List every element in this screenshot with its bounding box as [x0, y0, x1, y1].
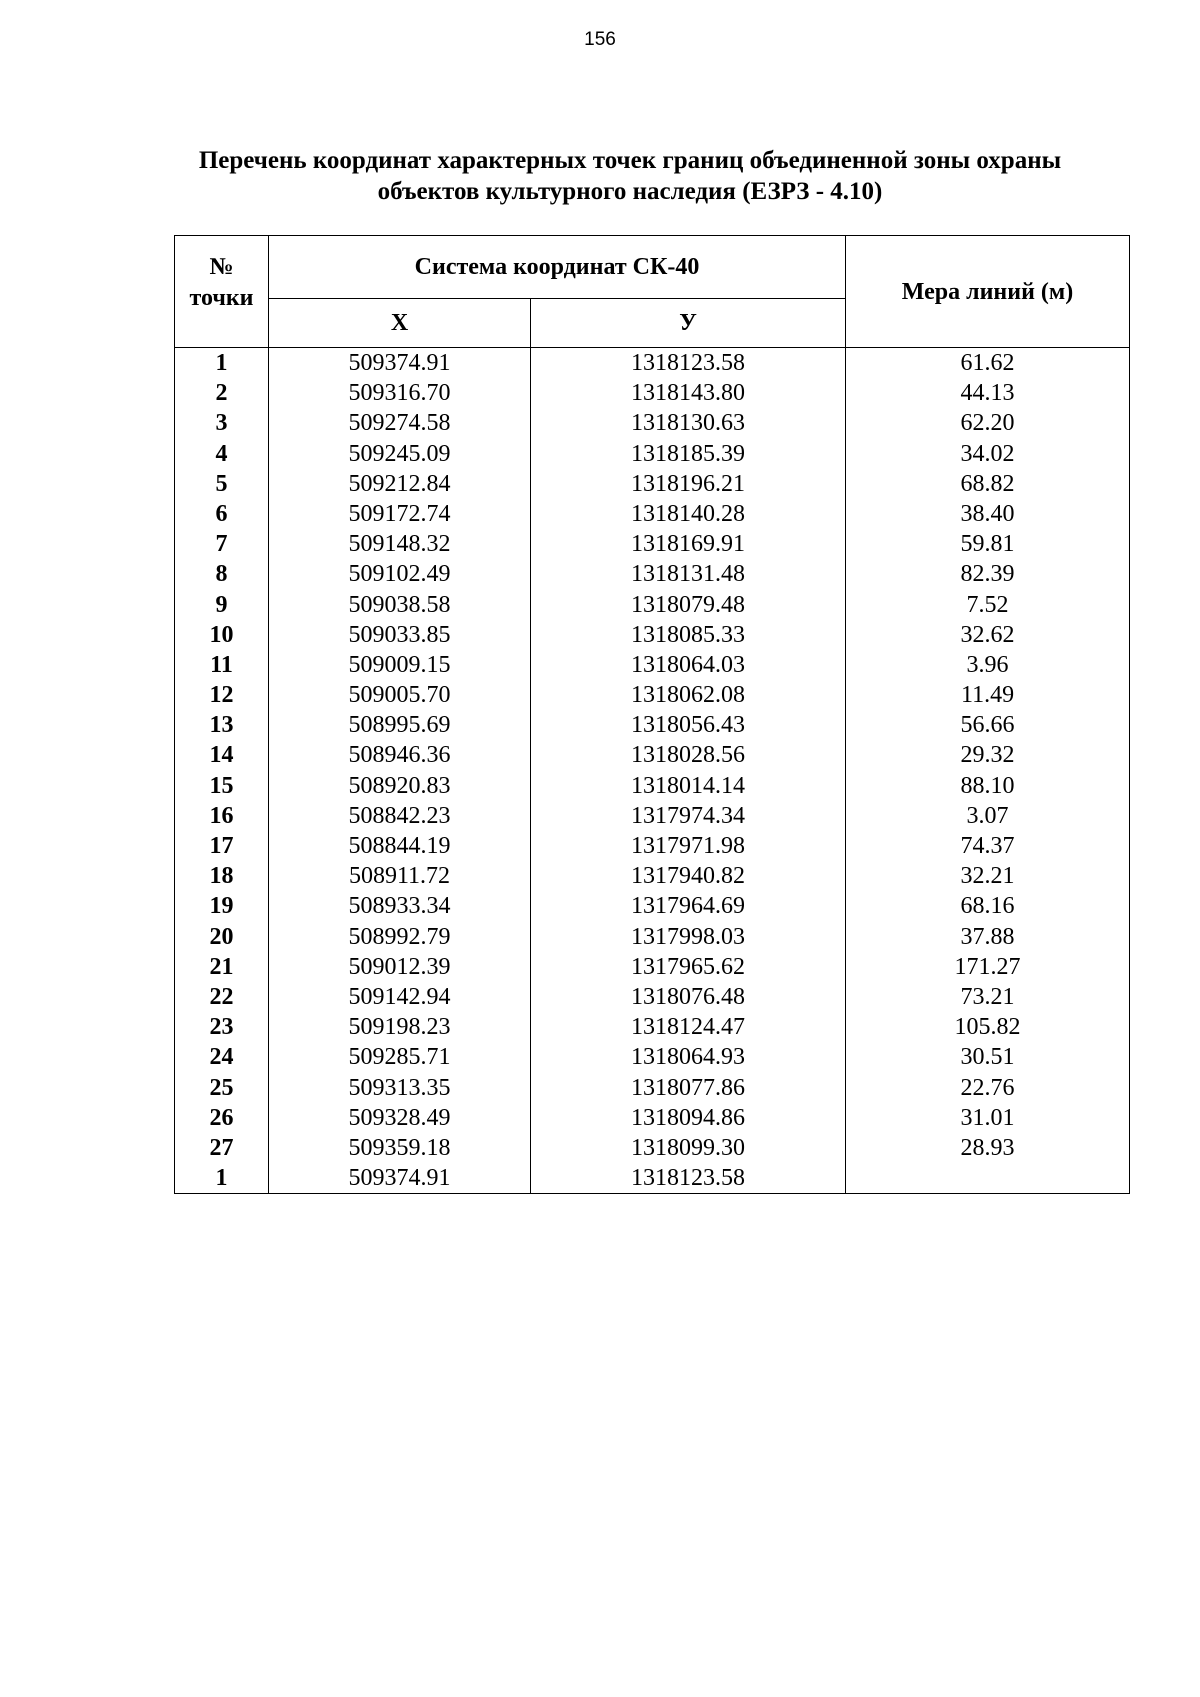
cell-x-value: 508920.83	[348, 772, 451, 799]
cell-point-number: 25	[209, 1074, 234, 1101]
cell-point-number: 23	[209, 1014, 234, 1041]
cell-measure: 11.49	[960, 682, 1015, 709]
cell-point-number: 22	[209, 983, 234, 1010]
cell-point-number: 14	[209, 742, 234, 769]
cell-measure: 73.21	[960, 983, 1015, 1010]
cell-measure: 22.76	[960, 1074, 1015, 1101]
cell-measure: 88.10	[960, 772, 1015, 799]
cell-y-value: 1318130.63	[631, 410, 745, 437]
cell-x-value: 508911.72	[348, 863, 451, 890]
cell-x-value: 509316.70	[348, 380, 451, 407]
cell-x-value: 508992.79	[348, 923, 451, 950]
header-coordinate-system: Система координат СК-40	[269, 236, 846, 299]
cell-x-value: 509142.94	[348, 983, 451, 1010]
cell-x-value: 509374.91	[348, 350, 451, 376]
header-x: Х	[269, 299, 531, 348]
cell-point-number: 17	[209, 833, 234, 859]
cell-x-value: 509285.71	[348, 1044, 451, 1071]
cell-point-number: 4	[215, 440, 228, 467]
title-line-2: объектов культурного наследия (ЕЗРЗ - 4.10)	[377, 178, 883, 205]
cell-measure: 37.88	[960, 923, 1015, 950]
cell-y-value: 1318056.43	[631, 712, 745, 739]
cell-measure: 3.96	[966, 651, 1009, 678]
cell-y-value: 1318196.21	[631, 470, 745, 497]
header-line-measure: Мера линий (м)	[846, 236, 1130, 348]
cell-point-number: 5	[215, 470, 228, 497]
header-y: У	[531, 299, 846, 348]
cell-measure: 34.02	[960, 440, 1015, 467]
cell-point-number: 12	[209, 682, 234, 709]
cell-y-value: 1318085.33	[631, 621, 745, 648]
cell-y-value: 1318077.86	[631, 1074, 745, 1101]
cell-measure: 59.81	[960, 531, 1015, 558]
cell-measure: 74.37	[960, 833, 1015, 859]
cell-y-value: 1317965.62	[631, 953, 745, 980]
cell-x-value: 509245.09	[348, 440, 451, 467]
cell-point-number: 1	[215, 350, 228, 376]
cell-y-value: 1318143.80	[631, 380, 745, 407]
cell-point-number: 8	[215, 561, 228, 588]
cell-y-value: 1318064.93	[631, 1044, 745, 1071]
cell-measure: 68.82	[960, 470, 1015, 497]
cell-y-value: 1317974.34	[631, 802, 745, 829]
column-y-values	[531, 348, 846, 1194]
cell-y-value: 1318094.86	[631, 1104, 745, 1131]
cell-y-value: 1318064.03	[631, 651, 745, 678]
cell-x-value: 509102.49	[348, 561, 451, 588]
cell-measure: 44.13	[960, 380, 1015, 407]
cell-measure: 7.52	[966, 591, 1009, 618]
cell-measure: 61.62	[960, 350, 1015, 376]
cell-x-value: 509328.49	[348, 1104, 451, 1131]
cell-point-number: 6	[215, 500, 228, 527]
cell-point-number: 16	[209, 802, 234, 829]
cell-point-number: 2	[215, 380, 228, 407]
cell-point-number: 1	[215, 1165, 228, 1192]
header-point-label: точки	[189, 284, 254, 311]
cell-point-number: 27	[209, 1134, 234, 1161]
cell-x-value: 508933.34	[348, 893, 451, 920]
column-measures	[846, 348, 1130, 1194]
cell-x-value: 509038.58	[348, 591, 451, 618]
document-title	[175, 145, 1085, 207]
cell-y-value: 1318169.91	[631, 531, 745, 558]
cell-point-number: 3	[215, 410, 228, 437]
cell-y-value: 1318028.56	[631, 742, 745, 769]
cell-point-number: 19	[209, 893, 234, 920]
cell-measure: 30.51	[960, 1044, 1015, 1071]
cell-x-value: 508995.69	[348, 712, 451, 739]
cell-measure: 31.01	[960, 1104, 1015, 1131]
cell-point-number: 24	[209, 1044, 234, 1071]
header-point-number	[175, 236, 269, 348]
cell-x-value: 509005.70	[348, 682, 451, 709]
cell-x-value: 509198.23	[348, 1014, 451, 1041]
cell-point-number: 20	[209, 923, 234, 950]
cell-point-number: 13	[209, 712, 234, 739]
cell-y-value: 1318062.08	[631, 682, 745, 709]
cell-y-value: 1318124.47	[631, 1014, 745, 1041]
cell-measure: 68.16	[960, 893, 1015, 920]
cell-point-number: 9	[215, 591, 228, 618]
cell-measure: 82.39	[960, 561, 1015, 588]
cell-x-value: 509274.58	[348, 410, 451, 437]
cell-x-value: 509172.74	[348, 500, 451, 527]
cell-x-value: 509148.32	[348, 531, 451, 558]
cell-y-value: 1318185.39	[631, 440, 745, 467]
cell-measure: 105.82	[954, 1014, 1021, 1041]
cell-x-value: 509012.39	[348, 953, 451, 980]
cell-point-number: 15	[209, 772, 234, 799]
coordinates-table	[174, 235, 1130, 1194]
column-point-numbers	[175, 348, 269, 1194]
cell-x-value: 509359.18	[348, 1134, 451, 1161]
cell-x-value: 508844.19	[348, 833, 451, 859]
cell-y-value: 1318123.58	[631, 350, 745, 376]
cell-measure: 29.32	[960, 742, 1015, 769]
cell-y-value: 1318140.28	[631, 500, 745, 527]
cell-measure: 171.27	[954, 953, 1021, 980]
cell-y-value: 1317940.82	[631, 863, 745, 890]
cell-x-value: 509033.85	[348, 621, 451, 648]
cell-x-value: 508946.36	[348, 742, 451, 769]
cell-measure: 32.62	[960, 621, 1015, 648]
column-x-values	[269, 348, 531, 1194]
header-number-sign: №	[209, 253, 234, 280]
cell-point-number: 21	[209, 953, 234, 980]
cell-point-number: 11	[210, 651, 233, 678]
cell-measure: 62.20	[960, 410, 1015, 437]
cell-x-value: 509313.35	[348, 1074, 451, 1101]
cell-y-value: 1318076.48	[631, 983, 745, 1010]
page-number: 156	[584, 29, 616, 50]
cell-y-value: 1317964.69	[631, 893, 745, 920]
cell-x-value: 508842.23	[348, 802, 451, 829]
cell-y-value: 1317998.03	[631, 923, 745, 950]
cell-x-value: 509212.84	[348, 470, 451, 497]
cell-x-value: 509009.15	[348, 651, 451, 678]
cell-measure: 56.66	[960, 712, 1015, 739]
cell-x-value: 509374.91	[348, 1165, 451, 1192]
cell-y-value: 1318014.14	[631, 772, 745, 799]
cell-measure: 32.21	[960, 863, 1015, 890]
cell-measure: 3.07	[966, 802, 1009, 829]
cell-point-number: 26	[209, 1104, 234, 1131]
cell-measure: 28.93	[960, 1134, 1015, 1161]
cell-y-value: 1318079.48	[631, 591, 745, 618]
cell-y-value: 1317971.98	[631, 833, 745, 859]
cell-point-number: 10	[209, 621, 234, 648]
cell-y-value: 1318131.48	[631, 561, 745, 588]
cell-point-number: 7	[215, 531, 228, 558]
cell-y-value: 1318123.58	[631, 1165, 745, 1192]
cell-measure: 38.40	[960, 500, 1015, 527]
cell-point-number: 18	[209, 863, 234, 890]
cell-y-value: 1318099.30	[631, 1134, 745, 1161]
table-body-row	[175, 348, 1130, 1194]
title-line-1: Перечень координат характерных точек границ объединенной зоны охраны	[198, 147, 1062, 174]
